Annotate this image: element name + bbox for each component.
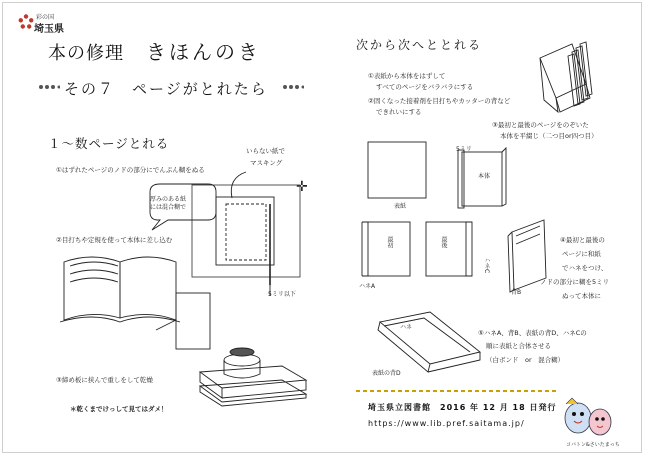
section1-step1: ①はずれたページのノドの部分にでんぷん糊をぬる [56, 166, 205, 174]
section2-step4d: ノドの部分に糊を5ミリ [540, 278, 610, 286]
last-page [426, 222, 466, 276]
body-block [458, 148, 506, 208]
label-spine-d: 表紙の背D [372, 370, 401, 377]
masking-label-2: マスキング [250, 159, 283, 167]
section1-step2: ②目打ちや定規を使って本体に差し込む [56, 236, 173, 244]
standing-book-illustration [508, 220, 546, 292]
label-hane-c: ハネC [483, 257, 490, 274]
section2-step1a: ①表紙から本体をはずして [368, 72, 446, 80]
section2-heading: 次から次へととれる [356, 38, 483, 52]
section2-step2a: ②固くなった接着剤を目打ちやカッターの背など [368, 97, 511, 105]
section2-step4a: ④最初と最後の [560, 236, 605, 244]
speech-bubble-text: 厚みのある紙 には混合糊で [150, 196, 187, 212]
crosshair-cursor-icon: ✛ [296, 179, 308, 195]
section2-step1b: すべてのページをバラバラにする [376, 83, 474, 91]
label-first: 最初 [386, 236, 393, 248]
section2-step5b: 順に表紙と合体させる [486, 342, 551, 350]
title-part2: きほんのき [146, 40, 261, 64]
first-page [368, 222, 410, 276]
section2-step2b: できれいにする [376, 108, 422, 116]
mascot-illustration [565, 398, 611, 435]
section1-heading: １～数ページとれる [48, 136, 170, 151]
masking-illustration [192, 172, 300, 296]
section2-step4b: ページに和紙 [562, 250, 601, 258]
press-illustration [200, 348, 306, 406]
section2-step3a: ③最初と最後のページをのぞいた [492, 121, 589, 129]
cover-sheet [368, 142, 426, 198]
label-hane-book: ハネ [400, 324, 413, 331]
section2-step4e: ぬって本体に [562, 292, 601, 300]
footer-url[interactable]: https://www.lib.pref.saitama.jp/ [368, 419, 525, 428]
title-part1: 本の修理 [48, 43, 124, 64]
masking-label-1: いらない紙で [246, 147, 285, 155]
label-cover: 表紙 [394, 203, 407, 210]
label-spine-b: 背B [511, 289, 522, 296]
section2-step4c: でハネをつけ、 [562, 264, 608, 272]
logo-main-text: 埼玉県 [34, 24, 64, 35]
label-5mm: 5ミリ [456, 146, 472, 153]
drying-warning: ＊乾くまでけっして見てはダメ！ [70, 405, 168, 413]
open-book-illustration [60, 257, 180, 322]
section2-step3b: 本体を平綴じ（二つ目or四つ目） [500, 132, 598, 140]
section2-step5c: （白ボンド or 混合糊） [486, 356, 565, 364]
label-last: 最後 [440, 236, 447, 248]
label-body: 本体 [478, 173, 491, 180]
page-subtitle: その７ ページがとれたら [64, 80, 268, 98]
loose-pages-illustration [568, 42, 592, 106]
section2-step5a: ⑤ハネA、背B、表紙の背D、ハネCの [478, 329, 587, 337]
label-hane-a: ハネA [359, 283, 376, 290]
footer-publisher: 埼玉県立図書館 2016 年 12 月 18 日発行 [368, 403, 557, 412]
speech-bubble [150, 184, 216, 230]
logo-top-text: 彩の国 [36, 14, 55, 21]
mascot-caption: コバトン&さいたまっち [566, 442, 620, 448]
under-5mm-label: 5ミリ以下 [268, 291, 296, 298]
section1-step3: ③締め板に挟んで重しをして乾燥 [56, 376, 153, 384]
closed-book-illustration [378, 312, 480, 372]
